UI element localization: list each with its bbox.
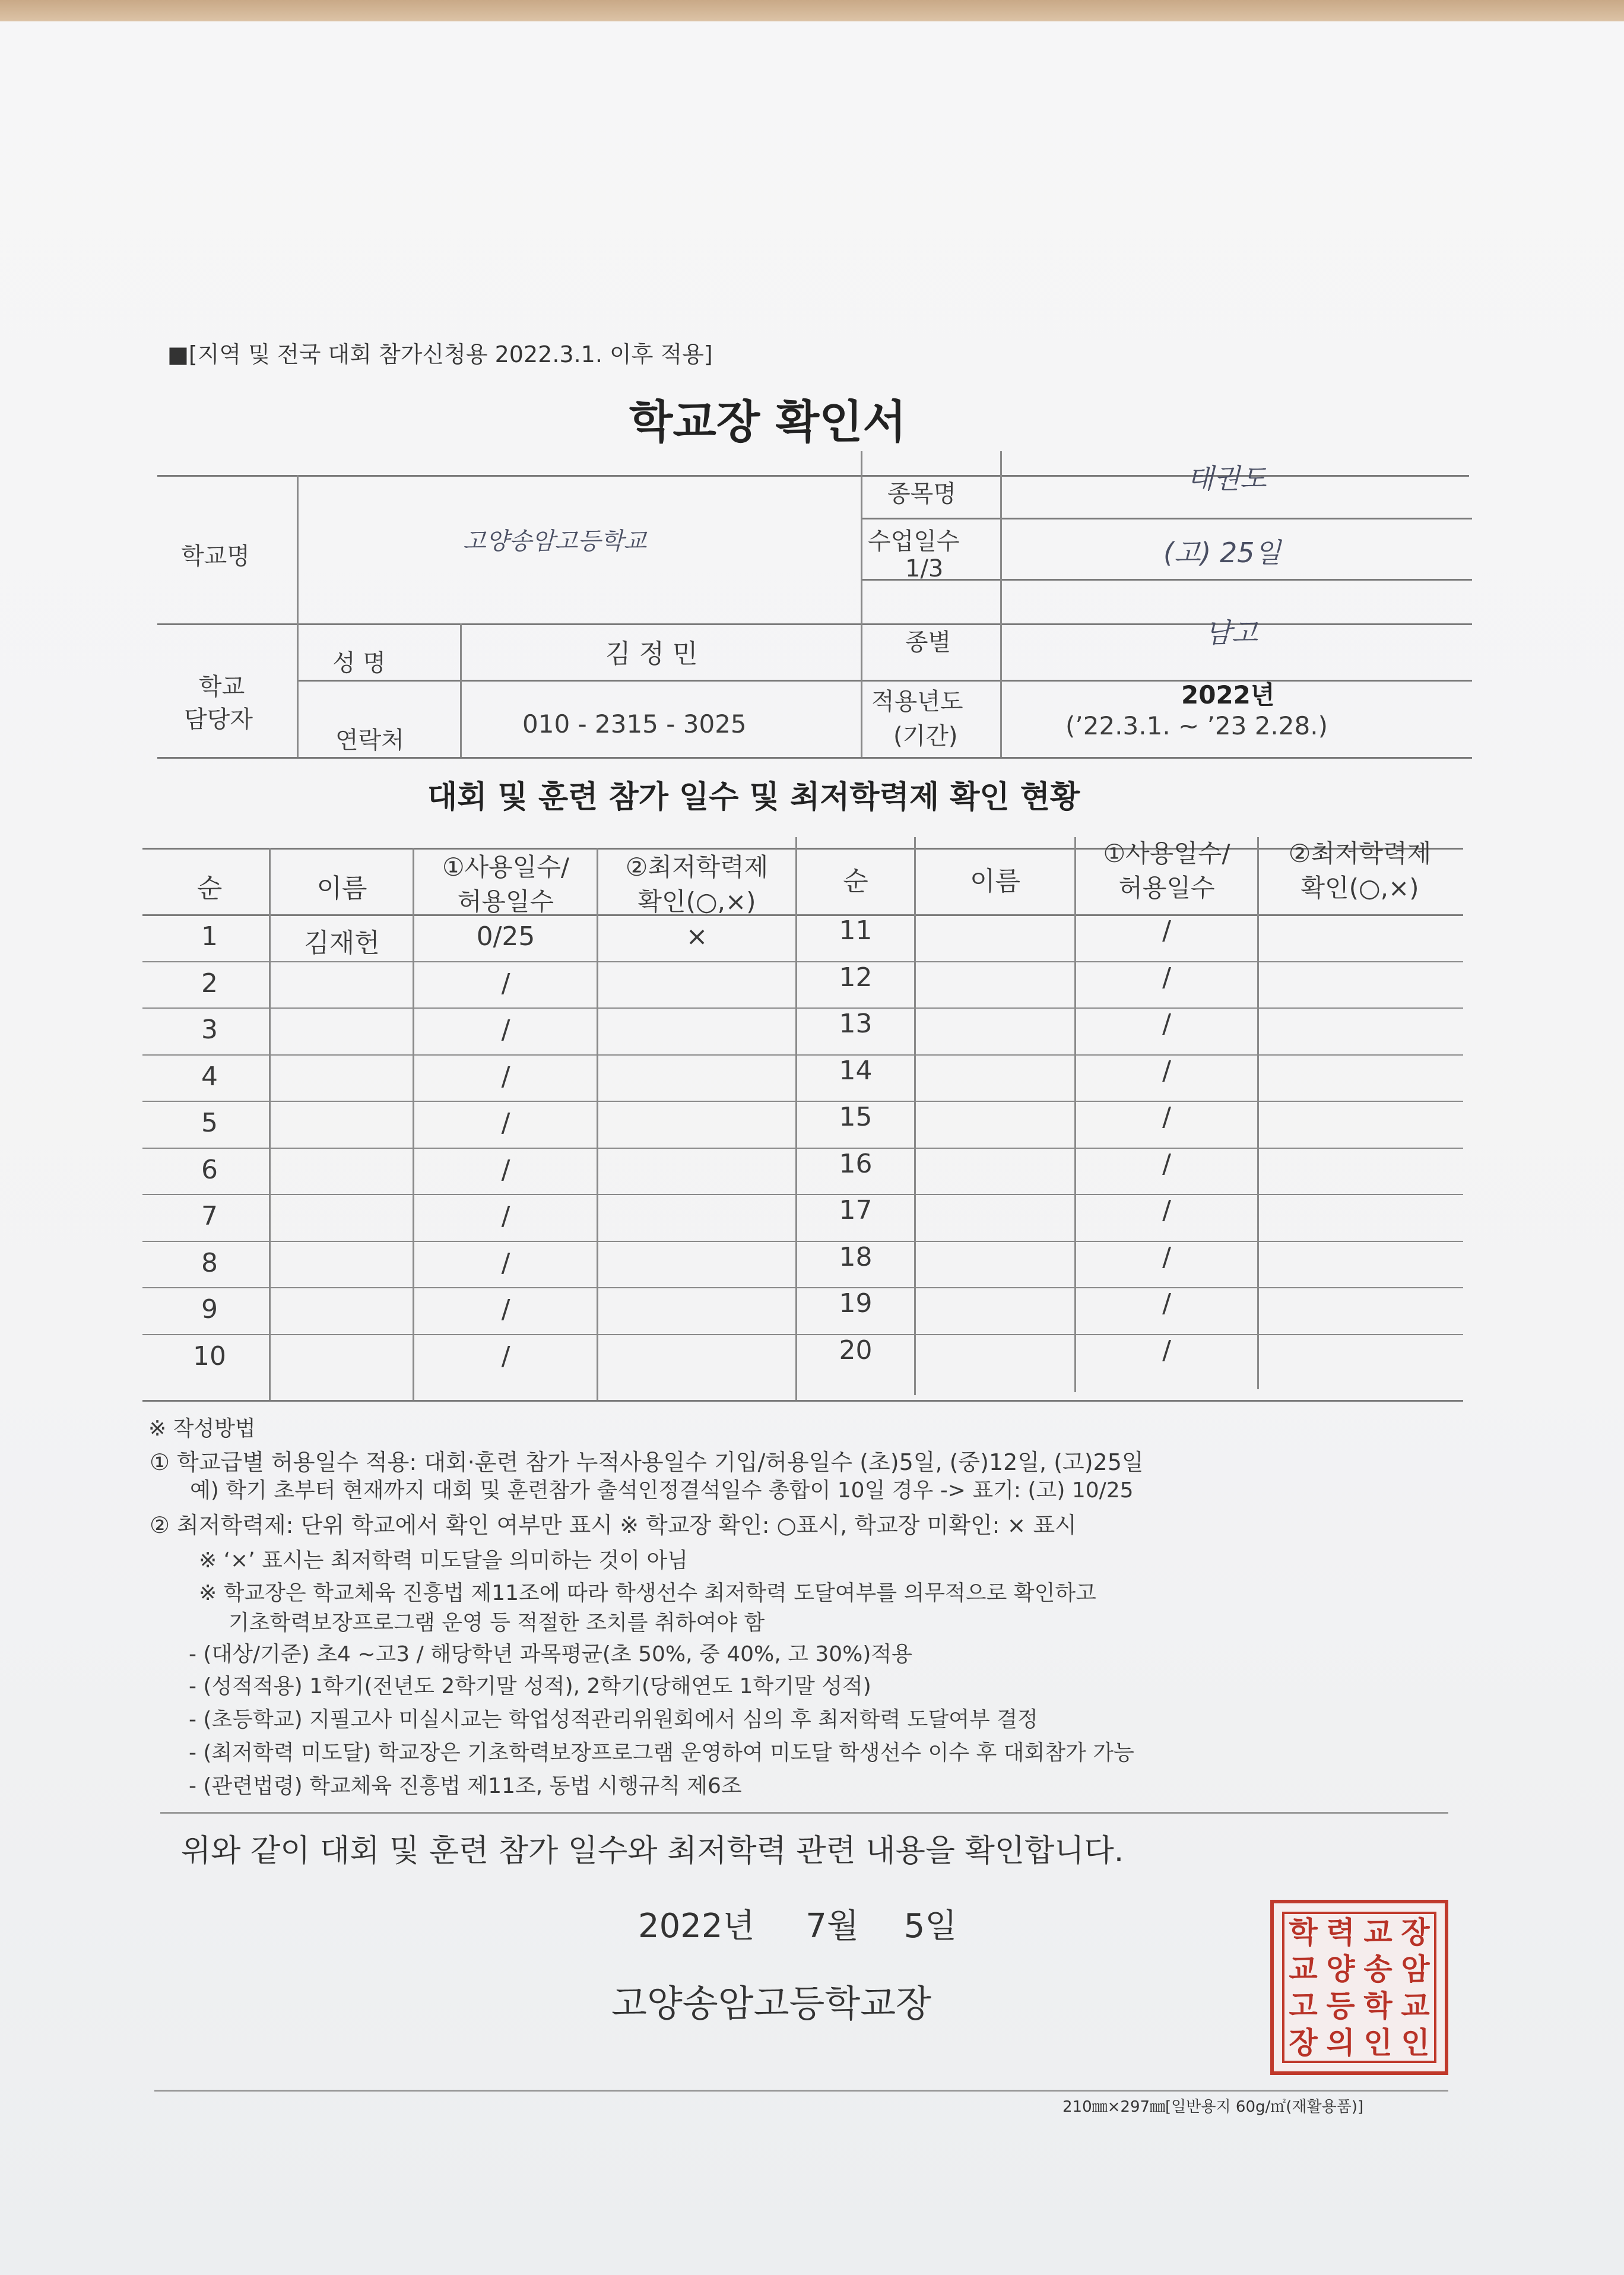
seal-char: 장 (1401, 1915, 1430, 1950)
row-days: / (1162, 1335, 1171, 1365)
row-name: 김재헌 (304, 928, 380, 958)
name-label: 성 명 (332, 649, 386, 677)
header-check-1-right: ②최저학력제 (1288, 839, 1432, 868)
info-rule (861, 579, 1472, 581)
year-value: 2022년 (1181, 680, 1275, 709)
row-number: 17 (839, 1195, 873, 1225)
info-rule (297, 680, 1472, 682)
note-line: 예) 학기 초부터 현재까지 대회 및 훈련참가 출석인정결석일수 총합이 10일 경우 -> 표기: (고) 10/25 (190, 1478, 1134, 1503)
days-sub: 1/3 (905, 555, 944, 582)
roster-col-rule (914, 837, 916, 1395)
row-number: 5 (201, 1108, 218, 1138)
row-days: / (501, 1201, 510, 1231)
seal-char: 인 (1401, 2025, 1430, 2060)
row-days: / (501, 1015, 510, 1045)
row-days: / (1162, 1288, 1171, 1319)
seal-char: 교 (1363, 1915, 1393, 1950)
notice-text: ■[지역 및 전국 대회 참가신청용 2022.3.1. 이후 적용] (167, 341, 713, 367)
header-name-right: 이름 (969, 866, 1020, 896)
info-rule-bottom (157, 757, 1472, 759)
section-title: 대회 및 훈련 참가 일수 및 최저학력제 확인 현황 (427, 780, 1080, 815)
row-number: 7 (201, 1201, 218, 1231)
notice-line (167, 336, 713, 369)
row-number: 13 (839, 1009, 873, 1039)
manager-label-1: 학교 (199, 673, 245, 701)
header-check-2-right: 확인(○,×) (1301, 873, 1419, 902)
row-number: 6 (201, 1155, 218, 1185)
date-day: 5일 (903, 1907, 957, 1946)
row-days: / (1162, 1009, 1171, 1039)
row-days: / (1162, 915, 1171, 946)
info-col-rule (460, 623, 462, 757)
gender-value: 남고 (1205, 617, 1258, 649)
row-days: / (501, 1108, 510, 1138)
seal-char: 인 (1363, 2025, 1393, 2060)
header-no-right: 순 (843, 866, 868, 896)
header-days-2: 허용일수 (457, 887, 554, 916)
header-no: 순 (196, 873, 223, 904)
row-days: / (1162, 1102, 1171, 1132)
seal-char: 학 (1289, 1915, 1318, 1950)
row-number: 4 (201, 1062, 218, 1092)
roster-rule-bottom (142, 1400, 1463, 1402)
page-title: 학교장 확인서 (629, 395, 906, 448)
note-line: - (최저학력 미도달) 학교장은 기초학력보장프로그램 운영하여 미도달 학생선수 이수 후 대회참가 가능 (189, 1741, 1134, 1765)
days-value: (고) 25일 (1163, 537, 1281, 569)
seal-char: 의 (1326, 2025, 1355, 2060)
info-rule (157, 623, 1472, 625)
footer-rule (154, 2090, 1448, 2092)
row-number: 8 (201, 1248, 218, 1278)
confirm-text: 위와 같이 대회 및 훈련 참가 일수와 최저학력 관련 내용을 확인합니다. (181, 1833, 1124, 1869)
note-line: - (초등학교) 지필고사 미실시교는 학업성적관리위원회에서 심의 후 최저학력 도달여부 결정 (189, 1707, 1038, 1732)
sport-label: 종목명 (887, 480, 956, 508)
row-number: 10 (193, 1341, 226, 1371)
name-value: 김 정 민 (605, 639, 698, 669)
seal-char: 양 (1326, 1951, 1355, 1986)
seal-char: 학 (1363, 1988, 1393, 2023)
note-line: - (관련법령) 학교체육 진흥법 제11조, 동법 시행규칙 제6조 (189, 1774, 742, 1798)
manager-label-2: 담당자 (184, 706, 253, 733)
row-days: / (501, 968, 510, 999)
row-days: / (501, 1248, 510, 1278)
paper-spec: 210㎜×297㎜[일반용지 60g/㎡(재활용품)] (1062, 2098, 1364, 2116)
year-label-1: 적용년도 (871, 688, 963, 715)
header-name: 이름 (316, 873, 367, 904)
row-days: / (501, 1062, 510, 1092)
row-number: 20 (839, 1335, 873, 1365)
info-rule (861, 518, 1472, 519)
header-check-2: 확인(○,×) (637, 887, 756, 916)
notes-heading: ※ 작성방법 (148, 1417, 256, 1441)
note-line: ※ 학교장은 학교체육 진흥법 제11조에 따라 학생선수 최저학력 도달여부를 의무적으로 확인하고 (199, 1581, 1096, 1605)
info-rule-top (157, 475, 1469, 477)
info-col-rule (1000, 451, 1002, 757)
year-label-2: (기간) (893, 723, 958, 750)
row-days: 0/25 (476, 921, 535, 952)
note-line: - (성적적용) 1학기(전년도 2학기말 성적), 2학기(당해연도 1학기말 성적) (189, 1674, 871, 1699)
notes-rule (160, 1812, 1448, 1814)
info-col-rule (861, 451, 862, 757)
row-number: 12 (839, 962, 873, 993)
row-number: 14 (839, 1056, 873, 1086)
note-line: 기초학력보장프로그램 운영 등 적절한 조치를 취하여야 함 (229, 1611, 765, 1635)
header-days-2-right: 허용일수 (1118, 873, 1215, 902)
row-check: × (686, 921, 708, 952)
row-days: / (501, 1341, 510, 1371)
days-label: 수업일수 (868, 528, 960, 555)
seal-char: 장 (1289, 2025, 1318, 2060)
seal-char: 등 (1326, 1988, 1355, 2023)
seal-char: 교 (1289, 1951, 1318, 1986)
row-number: 2 (201, 968, 218, 999)
seal-char: 력 (1326, 1915, 1355, 1950)
row-number: 11 (839, 915, 873, 946)
contact-label: 연락처 (335, 727, 404, 754)
row-number: 9 (201, 1294, 218, 1325)
row-days: / (1162, 1242, 1171, 1272)
info-col-rule (297, 475, 299, 757)
signer-name: 고양송암고등학교장 (611, 1982, 932, 2025)
note-line: ② 최저학력제: 단위 학교에서 확인 여부만 표시 ※ 학교장 확인: ○표시, 학교장 미확인: × 표시 (150, 1512, 1077, 1538)
header-days-1: ①사용일수/ (442, 853, 570, 882)
note-line: ① 학교급별 허용일수 적용: 대회·훈련 참가 누적사용일수 기입/허용일수 (초)5일, (중)12일, (고)25일 (150, 1449, 1144, 1475)
row-number: 1 (201, 921, 218, 952)
note-line: - (대상/기준) 초4 ~고3 / 해당학년 과목평균(초 50%, 중 40%, 고 30%)적용 (189, 1642, 912, 1666)
row-days: / (501, 1294, 510, 1325)
school-value: 고양송암고등학교 (463, 528, 647, 555)
row-days: / (501, 1155, 510, 1185)
header-check-1: ②최저학력제 (625, 853, 769, 882)
seal-char: 교 (1401, 1988, 1430, 2023)
row-number: 19 (839, 1288, 873, 1319)
seal-char: 송 (1363, 1951, 1393, 1986)
row-number: 16 (839, 1149, 873, 1179)
date-line (638, 1900, 957, 1947)
seal-char: 암 (1401, 1951, 1430, 1986)
gender-label: 종별 (905, 629, 951, 656)
seal-characters (1282, 1912, 1436, 2063)
row-days: / (1162, 962, 1171, 993)
date-month: 7월 (805, 1907, 859, 1946)
year-period: (’22.3.1. ~ ’23 2.28.) (1065, 711, 1328, 740)
seal-char: 고 (1289, 1988, 1318, 2023)
school-label: 학교명 (181, 543, 250, 570)
row-number: 3 (201, 1015, 218, 1045)
sport-value: 태권도 (1187, 462, 1267, 495)
background-surface (0, 0, 1624, 21)
row-number: 18 (839, 1242, 873, 1272)
official-seal (1270, 1900, 1448, 2075)
row-number: 15 (839, 1102, 873, 1132)
roster-col-rule (1257, 837, 1259, 1389)
note-line: ※ ‘×’ 표시는 최저학력 미도달을 의미하는 것이 아님 (199, 1548, 689, 1573)
contact-value: 010 - 2315 - 3025 (522, 709, 747, 739)
row-days: / (1162, 1149, 1171, 1179)
row-days: / (1162, 1195, 1171, 1225)
row-days: / (1162, 1056, 1171, 1086)
header-days-1-right: ①사용일수/ (1103, 839, 1230, 868)
date-year: 2022년 (638, 1907, 755, 1946)
